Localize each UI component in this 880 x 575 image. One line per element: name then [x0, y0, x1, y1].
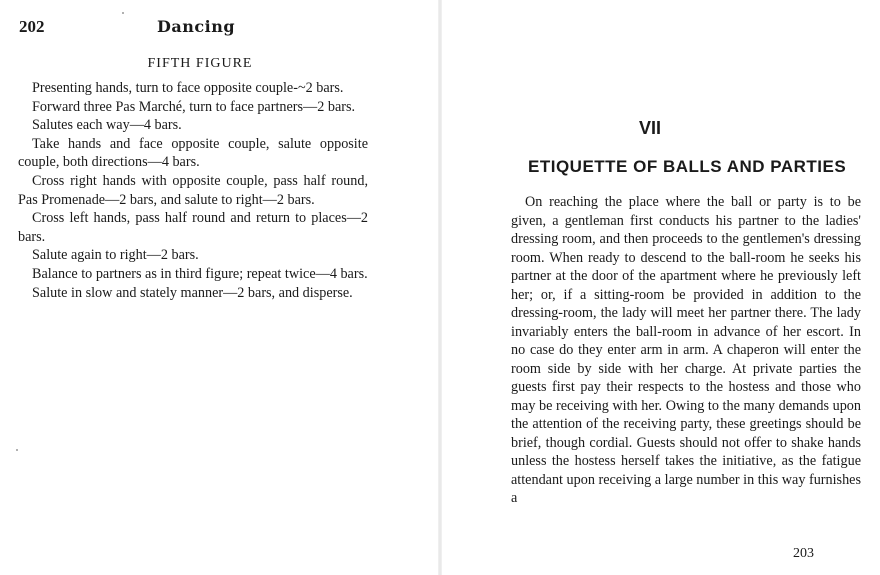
paragraph: Forward three Pas Marché, turn to face partners—2 bars. [32, 98, 356, 115]
paper-speck [122, 12, 124, 14]
paragraph: Salute again to right—2 bars. [32, 247, 199, 264]
paragraph: Cross right hands with opposite couple, pass half round, Pas Promenade—2 bars, and salute to right—2 bars. [18, 172, 368, 208]
running-head: Dancing [157, 17, 236, 36]
right-page [440, 0, 880, 575]
chapter-title: ETIQUETTE OF BALLS AND PARTIES [528, 157, 847, 176]
paragraph: Salutes each way—4 bars. [32, 117, 182, 134]
right-body-text [511, 193, 861, 508]
section-title: FIFTH FIGURE [147, 56, 253, 71]
left-page-number: 202 [19, 17, 45, 36]
paragraph: Take hands and face opposite couple, salute opposite couple, both directions—4 bars. [18, 135, 368, 171]
paragraph: Salute in slow and stately manner—2 bars, and disperse. [32, 284, 353, 301]
right-page-number: 203 [793, 546, 814, 561]
chapter-number: VII [638, 118, 661, 138]
paragraph: Cross left hands, pass half round and return to places—2 bars. [18, 210, 368, 245]
paragraph: Balance to partners as in third figure; repeat twice—4 bars. [32, 265, 368, 282]
paper-speck [16, 449, 18, 451]
paragraph: Presenting hands, turn to face opposite couple-~2 bars. [32, 80, 344, 96]
left-body-text [18, 79, 368, 302]
paragraph: On reaching the place where the ball or party is to be given, a gentleman first conducts his partner to the ladies' dressing room, and then proceeds to the gentlemen's dressing room. When ready to descend to the ball-room he seeks his partner at the door of the apartment where he previously left her; or, if a sitting-room be provided in addition to the dressing-room, the lady will meet her partner there. The lady invariably enters the ball-room in advance of her escort. In no case do they enter arm in arm. A chaperon will enter the room side by side with her charge. At private parties the guests first pay their respects to the hostess and those who may be receiving with her. Owing to the many demands upon the attention of the receiving party, these greetings should be brief, though cordial. Guests should not offer to shake hands unless the hostess herself takes the initiative, as the fatigue attendant upon receiving a large number in this way furnishes a [511, 194, 861, 506]
